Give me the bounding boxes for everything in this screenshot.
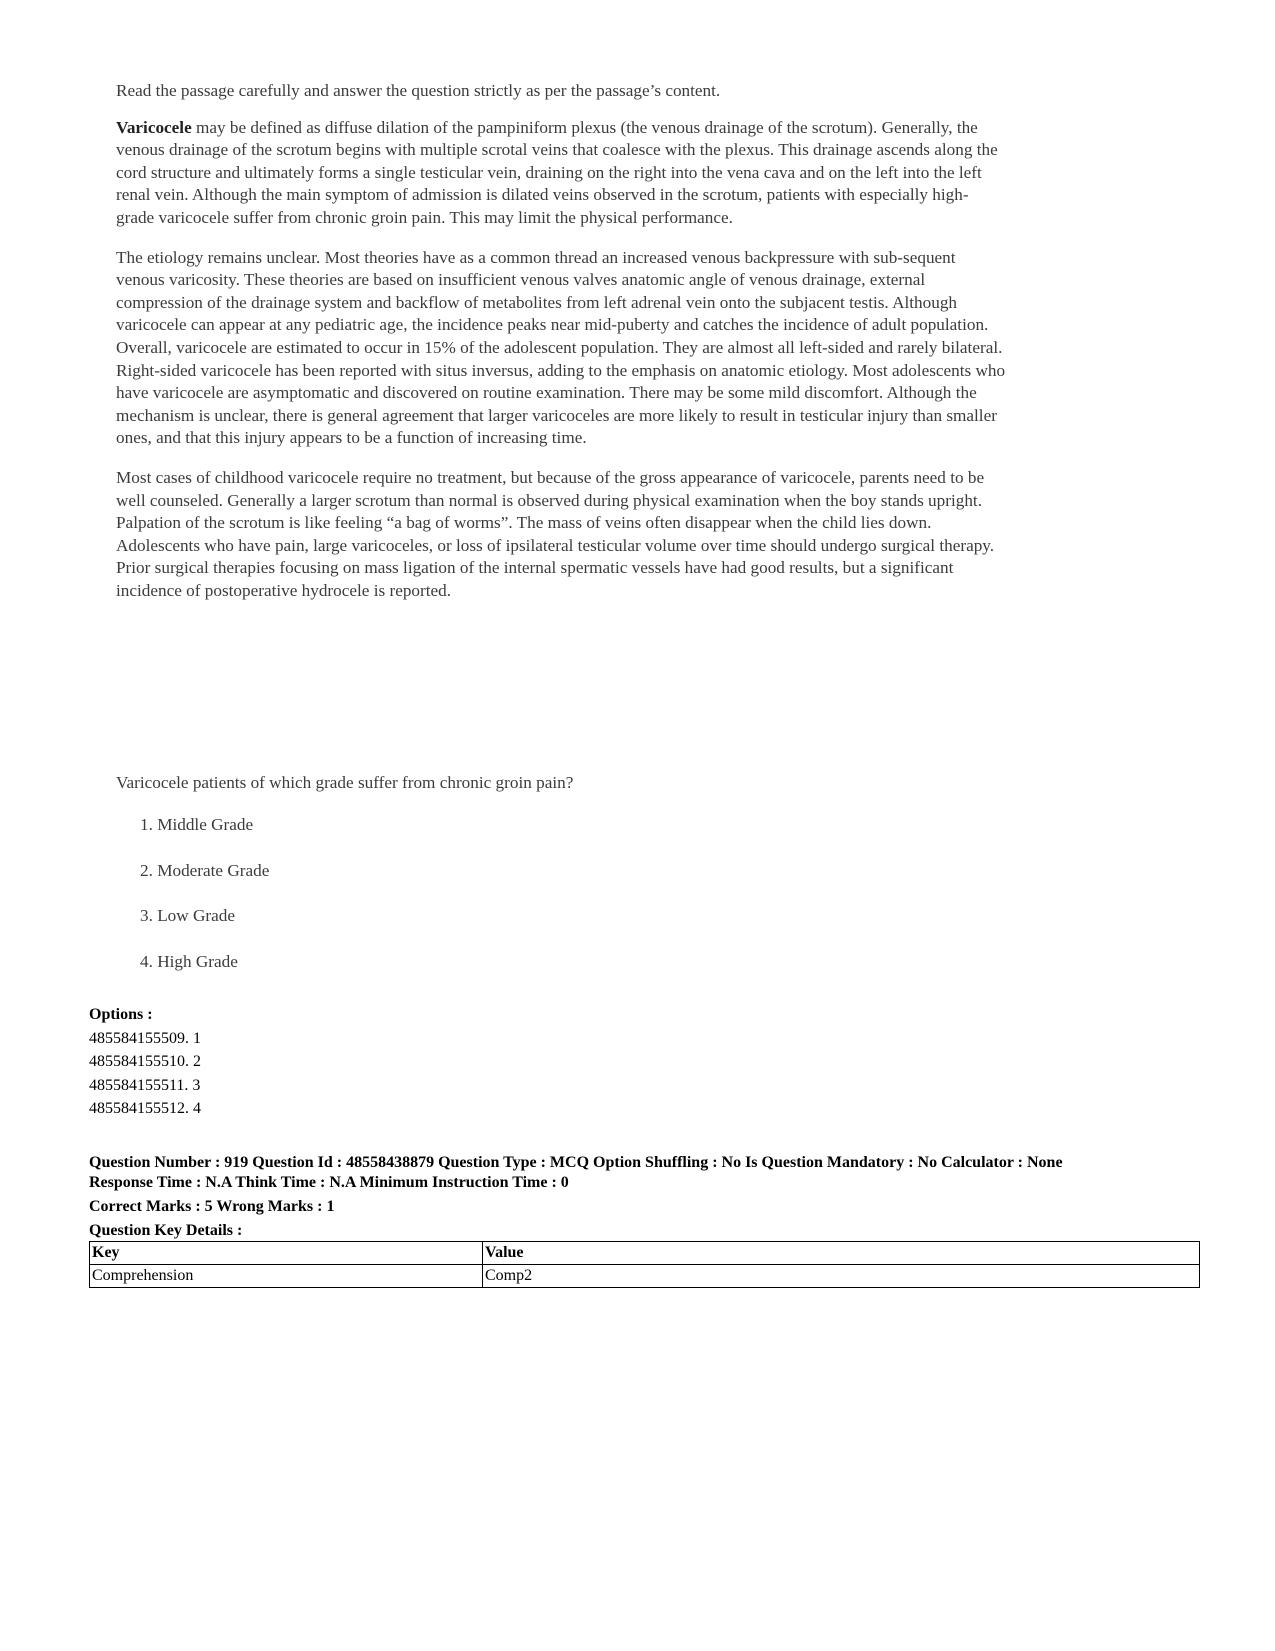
option-item: 485584155509. 1 <box>89 1029 201 1047</box>
passage-paragraph-1-text: may be defined as diffuse dilation of the pampiniform plexus (the venous drainage of the scrotum). Generally, the venous drainage of the scrotum begins with multiple scrotal veins that coalesce with the plexus. This drainage ascends along the cord structure and ultimately forms a single testicular vein, draining on the right into the vena cava and on the left into the left renal vein. Although the main symptom of admission is dilated veins observed in the scrotum, patients with especially high-grade varicocele suffer from chronic groin pain. This may limit the physical performance. <box>116 117 998 227</box>
table-header-key: Key <box>90 1242 483 1265</box>
table-header-row <box>90 1242 1200 1265</box>
meta-line-question: Question Number : 919 Question Id : 48558438879 Question Type : MCQ Option Shuffling : No Is Question Mandatory : No Calculator : None <box>89 1154 1063 1171</box>
answer-choices <box>140 814 269 996</box>
answer-choice: 2. Moderate Grade <box>140 860 270 880</box>
option-item: 485584155510. 2 <box>89 1053 201 1070</box>
meta-line-marks: Correct Marks : 5 Wrong Marks : 1 <box>89 1198 335 1215</box>
meta-line-key-details: Question Key Details : <box>89 1222 243 1239</box>
passage-paragraph-2: The etiology remains unclear. Most theories have as a common thread an increased venous backpressure with sub-sequent venous varicosity. These theories are based on insufficient venous valves anatomic angle of venous drainage, external compression of the drainage system and backflow of metabolites from left adrenal vein onto the subjacent testis. Although varicocele can appear at any pediatric age, the incidence peaks near mid-puberty and catches the incidence of adult population. Overall, varicocele are estimated to occur in 15% of the adolescent population. They are almost all left-sided and rarely bilateral. Right-sided varicocele has been reported with situs inversus, adding to the emphasis on anatomic etiology. Most adolescents who have varicocele are asymptomatic and discovered on routine examination. There may be some mild discomfort. Although the mechanism is unclear, there is general agreement that larger varicoceles are more likely to result in testicular injury than smaller ones, and that this injury appears to be a function of increasing time. <box>116 247 1006 448</box>
passage-paragraph-3: Most cases of childhood varicocele require no treatment, but because of the gross appearance of varicocele, parents need to be well counseled. Generally a larger scrotum than normal is observed during physical examination when the boy stands upright. Palpation of the scrotum is like feeling “a bag of worms”. The mass of veins often disappear when the child lies down. Adolescents who have pain, large varicoceles, or loss of ipsilateral testicular volume over time should undergo surgical therapy. Prior surgical therapies focusing on mass ligation of the internal spermatic vessels have had good results, but a significant incidence of postoperative hydrocele is reported. <box>116 467 995 600</box>
options-label: Options : <box>89 1006 153 1023</box>
passage-term: Varicocele <box>116 117 192 137</box>
answer-choice: 3. Low Grade <box>140 906 235 925</box>
question-key-table <box>89 1241 1200 1288</box>
option-item: 485584155512. 4 <box>89 1100 201 1117</box>
option-item: 485584155511. 3 <box>89 1076 201 1094</box>
table-cell-value: Comp2 <box>483 1265 1200 1288</box>
table-row <box>90 1265 1200 1288</box>
question-text: Varicocele patients of which grade suffer from chronic groin pain? <box>116 773 574 792</box>
passage-instruction: Read the passage carefully and answer the question strictly as per the passage’s content. <box>116 81 721 100</box>
passage-image <box>110 80 1010 971</box>
passage-paragraph-1 <box>116 117 1006 230</box>
table-cell-key: Comprehension <box>90 1265 483 1288</box>
answer-choice: 4. High Grade <box>140 951 238 971</box>
meta-line-time: Response Time : N.A Think Time : N.A Minimum Instruction Time : 0 <box>89 1174 569 1191</box>
answer-choice: 1. Middle Grade <box>140 815 254 834</box>
table-header-value: Value <box>483 1242 1200 1265</box>
question-meta <box>89 1153 1199 1241</box>
options-block <box>89 1003 201 1121</box>
